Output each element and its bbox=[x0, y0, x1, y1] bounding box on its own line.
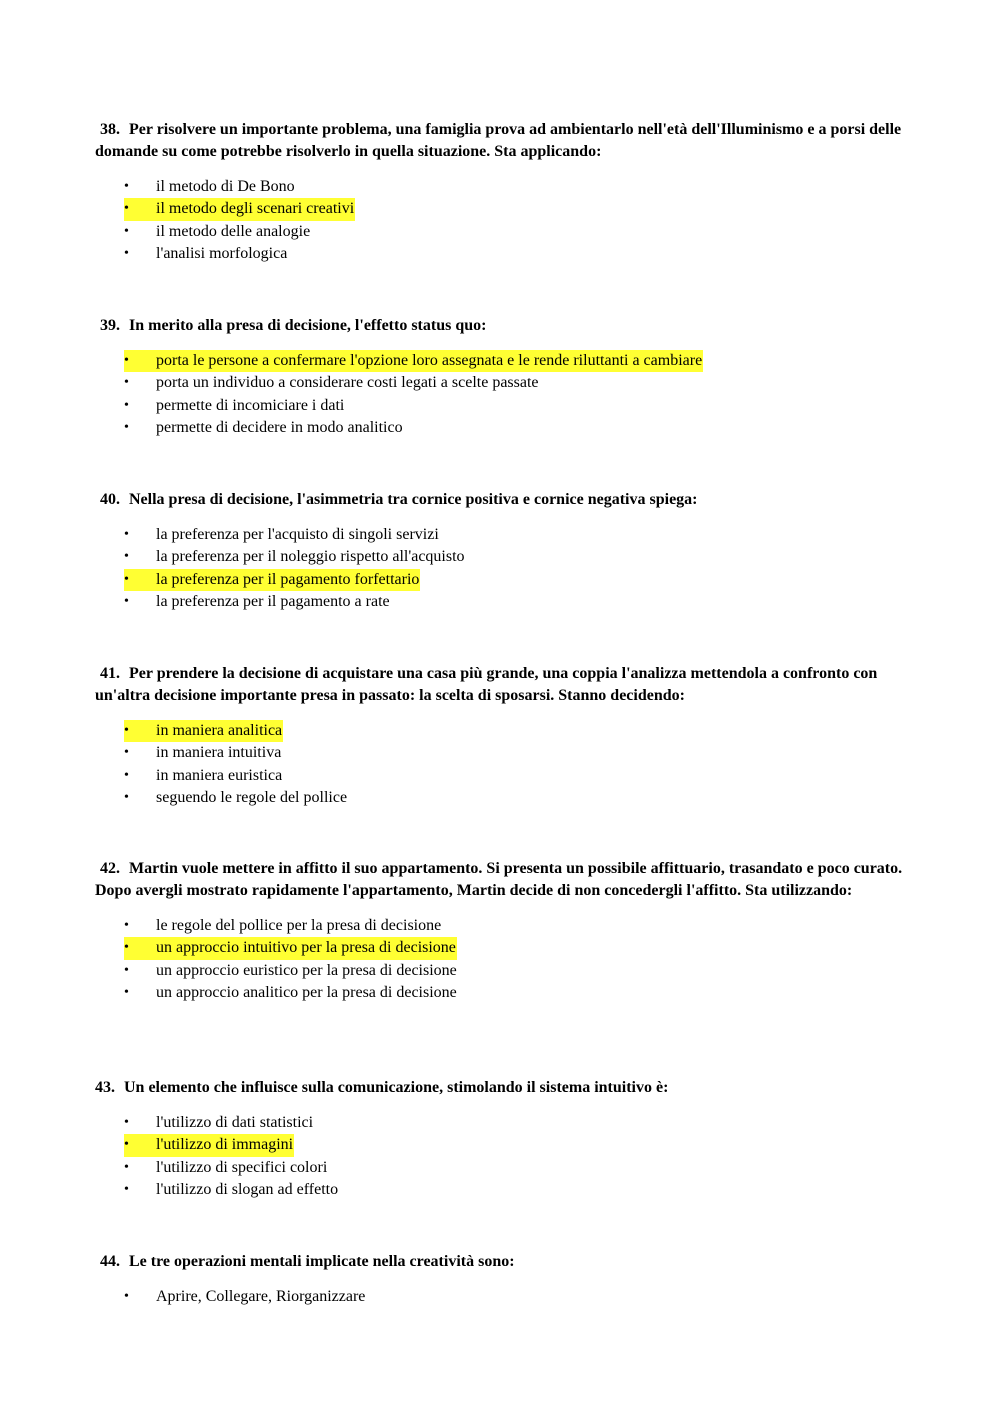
question-39 bbox=[95, 315, 905, 440]
bullet-icon: • bbox=[124, 720, 156, 742]
question-number: 39. bbox=[100, 317, 120, 334]
answer-option-correct bbox=[95, 1134, 905, 1156]
answer-option bbox=[95, 982, 905, 1004]
question-44 bbox=[95, 1251, 905, 1308]
question-number: 38. bbox=[100, 121, 120, 138]
answer-list bbox=[95, 720, 905, 810]
question-38 bbox=[95, 119, 905, 266]
answer-text: permette di incomiciare i dati bbox=[156, 396, 345, 414]
answer-text: in maniera intuitiva bbox=[156, 744, 282, 762]
question-number: 41. bbox=[100, 665, 120, 682]
answer-option-correct bbox=[95, 720, 905, 742]
bullet-icon: • bbox=[124, 527, 129, 542]
answer-option-correct bbox=[95, 350, 905, 372]
answer-text: permette di decidere in modo analitico bbox=[156, 419, 403, 437]
answer-text: il metodo di De Bono bbox=[156, 178, 295, 195]
question-body: In merito alla presa di decisione, l'effetto status quo: bbox=[129, 317, 487, 334]
question-43 bbox=[95, 1077, 905, 1202]
bullet-icon: • bbox=[124, 962, 129, 978]
answer-text: porta un individuo a considerare costi legati a scelte passate bbox=[156, 374, 539, 392]
question-41 bbox=[95, 663, 905, 810]
answer-text: l'utilizzo di specifici colori bbox=[156, 1158, 328, 1176]
bullet-icon: • bbox=[124, 198, 156, 220]
question-text bbox=[95, 1077, 905, 1099]
bullet-icon: • bbox=[124, 985, 129, 1001]
answer-option bbox=[95, 787, 905, 809]
question-body: Un elemento che influisce sulla comunicazione, stimolando il sistema intuitivo è: bbox=[124, 1079, 669, 1096]
question-body: Per prendere la decisione di acquistare una casa più grande, una coppia l'analizza mettendola a confronto con un'altra decisione importante presa in passato: la scelta di sposarsi. Stanno decidendo: bbox=[95, 665, 878, 704]
bullet-icon: • bbox=[124, 246, 129, 262]
answer-list bbox=[95, 524, 905, 614]
bullet-icon: • bbox=[124, 397, 129, 413]
answer-text: l'utilizzo di dati statistici bbox=[156, 1114, 314, 1131]
bullet-icon: • bbox=[124, 1182, 129, 1198]
answer-option bbox=[95, 1157, 905, 1179]
answer-option bbox=[95, 742, 905, 764]
question-body: Per risolvere un importante problema, una famiglia prova ad ambientarlo nell'età dell'Illuminismo e a porsi delle domande su come potrebbe risolverlo in quella situazione. Sta applicando: bbox=[95, 121, 902, 160]
question-body: Martin vuole mettere in affitto il suo appartamento. Si presenta un possibile affittuario, trasandato e poco curato. Dopo avergli mostrato rapidamente l'appartamento, Martin decide di non concedergli l'affitto. Sta utilizzando: bbox=[95, 860, 903, 899]
bullet-icon: • bbox=[124, 375, 129, 391]
answer-option bbox=[95, 591, 905, 613]
question-42 bbox=[95, 858, 905, 1005]
answer-option bbox=[95, 417, 905, 439]
bullet-icon: • bbox=[124, 918, 129, 933]
answer-list bbox=[95, 1112, 905, 1202]
answer-option bbox=[95, 176, 905, 198]
answer-option bbox=[95, 915, 905, 937]
answer-text: le regole del pollice per la presa di decisione bbox=[156, 917, 442, 934]
answer-text: l'utilizzo di immagini bbox=[156, 1134, 294, 1156]
answer-option bbox=[95, 221, 905, 243]
bullet-icon: • bbox=[124, 179, 129, 194]
answer-option bbox=[95, 395, 905, 417]
answer-option bbox=[95, 765, 905, 787]
answer-text: un approccio intuitivo per la presa di decisione bbox=[156, 937, 457, 959]
bullet-icon: • bbox=[124, 350, 156, 372]
bullet-icon: • bbox=[124, 790, 129, 806]
bullet-icon: • bbox=[124, 594, 129, 610]
answer-option bbox=[95, 1112, 905, 1134]
answer-text: il metodo delle analogie bbox=[156, 222, 311, 240]
answer-list bbox=[95, 915, 905, 1005]
answer-option bbox=[95, 372, 905, 394]
question-body: Le tre operazioni mentali implicate nella creatività sono: bbox=[129, 1253, 515, 1270]
bullet-icon: • bbox=[124, 1159, 129, 1175]
bullet-icon: • bbox=[124, 549, 129, 565]
answer-option bbox=[95, 1179, 905, 1201]
answer-text: la preferenza per il pagamento a rate bbox=[156, 593, 390, 611]
bullet-icon: • bbox=[124, 223, 129, 239]
answer-option-correct bbox=[95, 937, 905, 959]
answer-text: un approccio euristico per la presa di decisione bbox=[156, 961, 457, 979]
answer-text: l'analisi morfologica bbox=[156, 245, 288, 263]
question-text bbox=[95, 663, 905, 707]
answer-text: la preferenza per il noleggio rispetto all'acquisto bbox=[156, 548, 465, 566]
answer-text: il metodo degli scenari creativi bbox=[156, 198, 355, 220]
answer-list bbox=[95, 1286, 905, 1308]
question-number: 44. bbox=[100, 1253, 120, 1270]
question-text bbox=[95, 119, 905, 163]
answer-text: un approccio analitico per la presa di decisione bbox=[156, 984, 457, 1002]
answer-text: la preferenza per il pagamento forfettario bbox=[156, 569, 420, 591]
question-text bbox=[95, 1251, 905, 1273]
answer-option-correct bbox=[95, 198, 905, 220]
bullet-icon: • bbox=[124, 420, 129, 436]
answer-option-correct bbox=[95, 569, 905, 591]
question-number: 40. bbox=[100, 491, 120, 508]
bullet-icon: • bbox=[124, 1289, 129, 1304]
answer-option bbox=[95, 243, 905, 265]
answer-text: seguendo le regole del pollice bbox=[156, 789, 348, 807]
bullet-icon: • bbox=[124, 569, 156, 591]
question-40 bbox=[95, 489, 905, 614]
bullet-icon: • bbox=[124, 745, 129, 761]
question-text bbox=[95, 489, 905, 511]
answer-text: in maniera euristica bbox=[156, 766, 283, 784]
bullet-icon: • bbox=[124, 1134, 156, 1156]
question-text bbox=[95, 315, 905, 337]
answer-option bbox=[95, 960, 905, 982]
answer-text: Aprire, Collegare, Riorganizzare bbox=[156, 1288, 366, 1305]
question-body: Nella presa di decisione, l'asimmetria tra cornice positiva e cornice negativa spiega: bbox=[129, 491, 698, 508]
question-number: 43. bbox=[95, 1079, 115, 1096]
answer-list bbox=[95, 350, 905, 440]
answer-text: la preferenza per l'acquisto di singoli servizi bbox=[156, 526, 439, 543]
answer-text: in maniera analitica bbox=[156, 720, 283, 742]
answer-text: l'utilizzo di slogan ad effetto bbox=[156, 1181, 339, 1199]
question-number: 42. bbox=[100, 860, 120, 877]
answer-option bbox=[95, 524, 905, 546]
bullet-icon: • bbox=[124, 1115, 129, 1130]
answer-option bbox=[95, 546, 905, 568]
bullet-icon: • bbox=[124, 937, 156, 959]
answer-list bbox=[95, 176, 905, 266]
bullet-icon: • bbox=[124, 767, 129, 783]
answer-text: porta le persone a confermare l'opzione loro assegnata e le rende riluttanti a cambiare bbox=[156, 350, 703, 372]
question-text bbox=[95, 858, 905, 902]
answer-option bbox=[95, 1286, 905, 1308]
